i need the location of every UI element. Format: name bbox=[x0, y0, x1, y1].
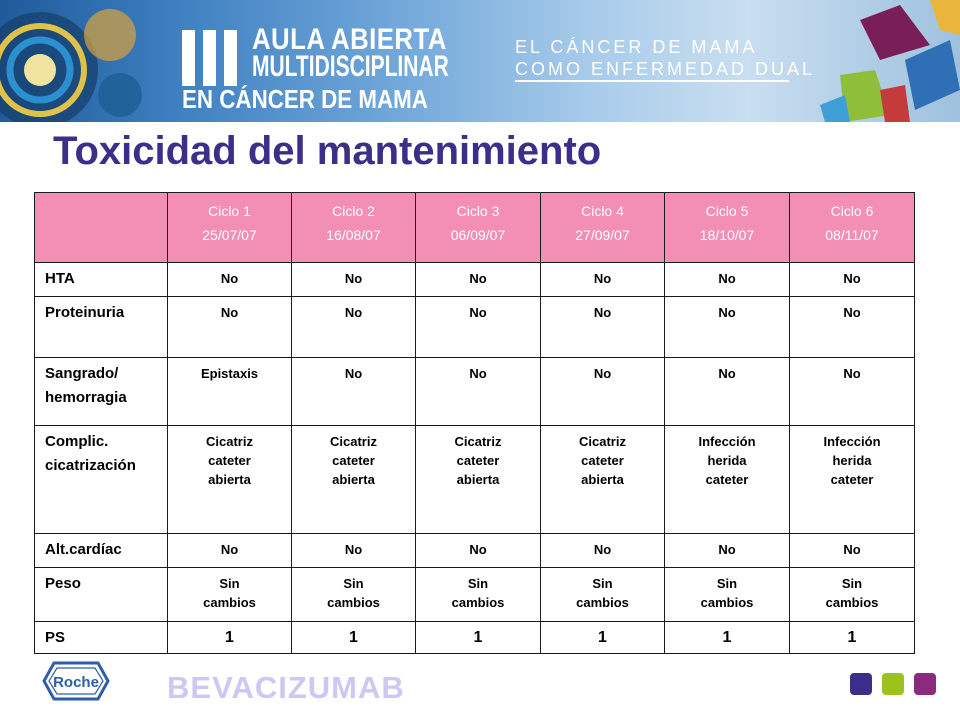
tagline-divider bbox=[515, 80, 789, 82]
table-cell bbox=[168, 622, 292, 654]
column-header-ciclo-6 bbox=[790, 193, 915, 263]
cell-value: 1 bbox=[598, 629, 607, 646]
roche-logo-text: Roche bbox=[53, 674, 99, 691]
row-label-text: Sangrado/ hemorragia bbox=[45, 365, 127, 406]
table-row bbox=[35, 534, 915, 568]
cell-value: No bbox=[469, 305, 487, 320]
table-body bbox=[35, 263, 915, 654]
column-header-ciclo-1 bbox=[168, 193, 292, 263]
cell-value: Sin cambios bbox=[825, 576, 879, 610]
cell-value: Sin cambios bbox=[451, 576, 505, 610]
row-label bbox=[35, 426, 168, 534]
table-cell bbox=[416, 426, 541, 534]
table-cell bbox=[416, 297, 541, 358]
table-cell bbox=[168, 534, 292, 568]
square-green-icon bbox=[882, 673, 904, 695]
table-cell bbox=[790, 622, 915, 654]
drug-name: BEVACIZUMAB bbox=[167, 670, 405, 705]
table-cell bbox=[168, 297, 292, 358]
cell-value: No bbox=[843, 271, 861, 286]
table-cell bbox=[541, 263, 665, 297]
column-label: Ciclo 5 bbox=[705, 203, 749, 219]
cell-value: No bbox=[843, 366, 861, 381]
logo-line-3: EN CÁNCER DE MAMA bbox=[182, 84, 428, 114]
table-cell bbox=[541, 534, 665, 568]
cell-value: 1 bbox=[225, 629, 234, 646]
roche-logo-icon bbox=[42, 661, 110, 701]
table-cell bbox=[541, 297, 665, 358]
banner-tagline bbox=[515, 36, 815, 80]
tagline-line-1: EL CÁNCER DE MAMA bbox=[515, 37, 758, 57]
table-cell bbox=[665, 358, 790, 426]
square-magenta-icon bbox=[914, 673, 936, 695]
cell-value: Cicatriz cateter abierta bbox=[454, 434, 502, 487]
cell-value: Sin cambios bbox=[327, 576, 380, 610]
table-cell bbox=[292, 426, 416, 534]
column-date: 06/09/07 bbox=[450, 227, 506, 243]
cell-value: No bbox=[220, 271, 239, 286]
table-cell bbox=[541, 358, 665, 426]
row-label-text: Complic. cicatrización bbox=[45, 433, 136, 474]
cell-value: No bbox=[718, 305, 736, 320]
corner-cell bbox=[35, 193, 168, 263]
cell-value: No bbox=[718, 542, 736, 557]
cell-value: No bbox=[593, 366, 612, 381]
cell-value: No bbox=[220, 542, 239, 557]
table-cell bbox=[790, 534, 915, 568]
cell-value: Cicatriz cateter abierta bbox=[579, 434, 626, 487]
cell-value: No bbox=[344, 366, 363, 381]
row-label bbox=[35, 622, 168, 654]
column-header-ciclo-2 bbox=[292, 193, 416, 263]
column-date: 25/07/07 bbox=[202, 227, 257, 243]
column-label: Ciclo 3 bbox=[456, 203, 500, 219]
column-date: 27/09/07 bbox=[575, 227, 630, 243]
table-cell bbox=[790, 297, 915, 358]
table-cell bbox=[292, 568, 416, 622]
table-row bbox=[35, 297, 915, 358]
tagline-line-2: COMO ENFERMEDAD DUAL bbox=[515, 59, 816, 79]
column-header-ciclo-3 bbox=[416, 193, 541, 263]
table-cell bbox=[790, 426, 915, 534]
cell-value: No bbox=[718, 366, 736, 381]
row-label-text: Peso bbox=[45, 575, 81, 592]
table-cell bbox=[416, 534, 541, 568]
cell-value: No bbox=[469, 366, 487, 381]
table-cell bbox=[541, 568, 665, 622]
column-label: Ciclo 6 bbox=[830, 203, 874, 219]
row-label-text: PS bbox=[45, 629, 66, 646]
row-label bbox=[35, 534, 168, 568]
row-label bbox=[35, 297, 168, 358]
table-cell bbox=[292, 297, 416, 358]
table-cell bbox=[541, 426, 665, 534]
table-cell bbox=[168, 568, 292, 622]
cell-value: No bbox=[344, 305, 363, 320]
cell-value: No bbox=[344, 271, 363, 286]
cell-value: No bbox=[718, 271, 736, 286]
cell-value: Cicatriz cateter abierta bbox=[330, 434, 377, 487]
table-cell bbox=[416, 622, 541, 654]
table-cell bbox=[168, 358, 292, 426]
cell-value: Sin cambios bbox=[700, 576, 754, 610]
logo-line-2: MULTIDISCIPLINAR bbox=[252, 50, 449, 83]
cell-value: 1 bbox=[722, 629, 732, 646]
cell-value: No bbox=[593, 542, 612, 557]
cell-value: No bbox=[843, 305, 861, 320]
table-row bbox=[35, 358, 915, 426]
logo-line-1: AULA ABIERTA bbox=[252, 23, 447, 56]
row-label bbox=[35, 568, 168, 622]
table-row bbox=[35, 568, 915, 622]
column-date: 08/11/07 bbox=[825, 227, 879, 243]
cell-value: No bbox=[344, 542, 363, 557]
row-label bbox=[35, 263, 168, 297]
column-header-ciclo-4 bbox=[541, 193, 665, 263]
square-purple-icon bbox=[850, 673, 872, 695]
decorative-squares bbox=[850, 673, 940, 695]
cell-value: Infección herida cateter bbox=[823, 434, 881, 487]
table-row bbox=[35, 263, 915, 297]
row-label-text: HTA bbox=[45, 270, 75, 287]
cell-value: Sin cambios bbox=[203, 576, 256, 610]
cell-value: No bbox=[593, 305, 612, 320]
cell-value: Epistaxis bbox=[200, 366, 259, 381]
cell-value: No bbox=[220, 305, 239, 320]
table-cell bbox=[790, 568, 915, 622]
mosaic-art-icon bbox=[0, 0, 960, 122]
table-cell bbox=[416, 263, 541, 297]
table-cell bbox=[665, 568, 790, 622]
table-cell bbox=[665, 534, 790, 568]
cell-value: No bbox=[843, 542, 861, 557]
column-label: Ciclo 2 bbox=[332, 203, 375, 219]
header-banner bbox=[0, 0, 960, 122]
cell-value: 1 bbox=[847, 629, 857, 646]
column-header-ciclo-5 bbox=[665, 193, 790, 263]
table-cell bbox=[665, 622, 790, 654]
row-label bbox=[35, 358, 168, 426]
table-cell bbox=[292, 263, 416, 297]
table-cell bbox=[168, 263, 292, 297]
table-row bbox=[35, 622, 915, 654]
column-label: Ciclo 1 bbox=[208, 203, 251, 219]
table-cell bbox=[168, 426, 292, 534]
row-label-text: Proteinuria bbox=[45, 304, 125, 321]
table-cell bbox=[665, 297, 790, 358]
column-date: 18/10/07 bbox=[699, 227, 755, 243]
table-cell bbox=[292, 358, 416, 426]
table-cell bbox=[665, 263, 790, 297]
table-cell bbox=[416, 568, 541, 622]
page-title: Toxicidad del mantenimiento bbox=[53, 129, 602, 173]
cell-value: No bbox=[593, 271, 612, 286]
toxicity-table bbox=[34, 192, 915, 654]
logo-roman-numeral bbox=[182, 30, 240, 86]
cell-value: 1 bbox=[473, 629, 483, 646]
row-label-text: Alt.cardíac bbox=[45, 541, 122, 558]
table-cell bbox=[541, 622, 665, 654]
cell-value: Sin cambios bbox=[576, 576, 629, 610]
column-date: 16/08/07 bbox=[326, 227, 381, 243]
table-cell bbox=[790, 358, 915, 426]
cell-value: No bbox=[469, 542, 487, 557]
table-cell bbox=[790, 263, 915, 297]
table-cell bbox=[292, 534, 416, 568]
cell-value: 1 bbox=[349, 629, 358, 646]
cell-value: No bbox=[469, 271, 487, 286]
table-cell bbox=[292, 622, 416, 654]
table-cell bbox=[416, 358, 541, 426]
cell-value: Cicatriz cateter abierta bbox=[206, 434, 253, 487]
table-header-row bbox=[35, 193, 915, 263]
table-cell bbox=[665, 426, 790, 534]
table-row bbox=[35, 426, 915, 534]
column-label: Ciclo 4 bbox=[581, 203, 624, 219]
cell-value: Infección herida cateter bbox=[698, 434, 756, 487]
